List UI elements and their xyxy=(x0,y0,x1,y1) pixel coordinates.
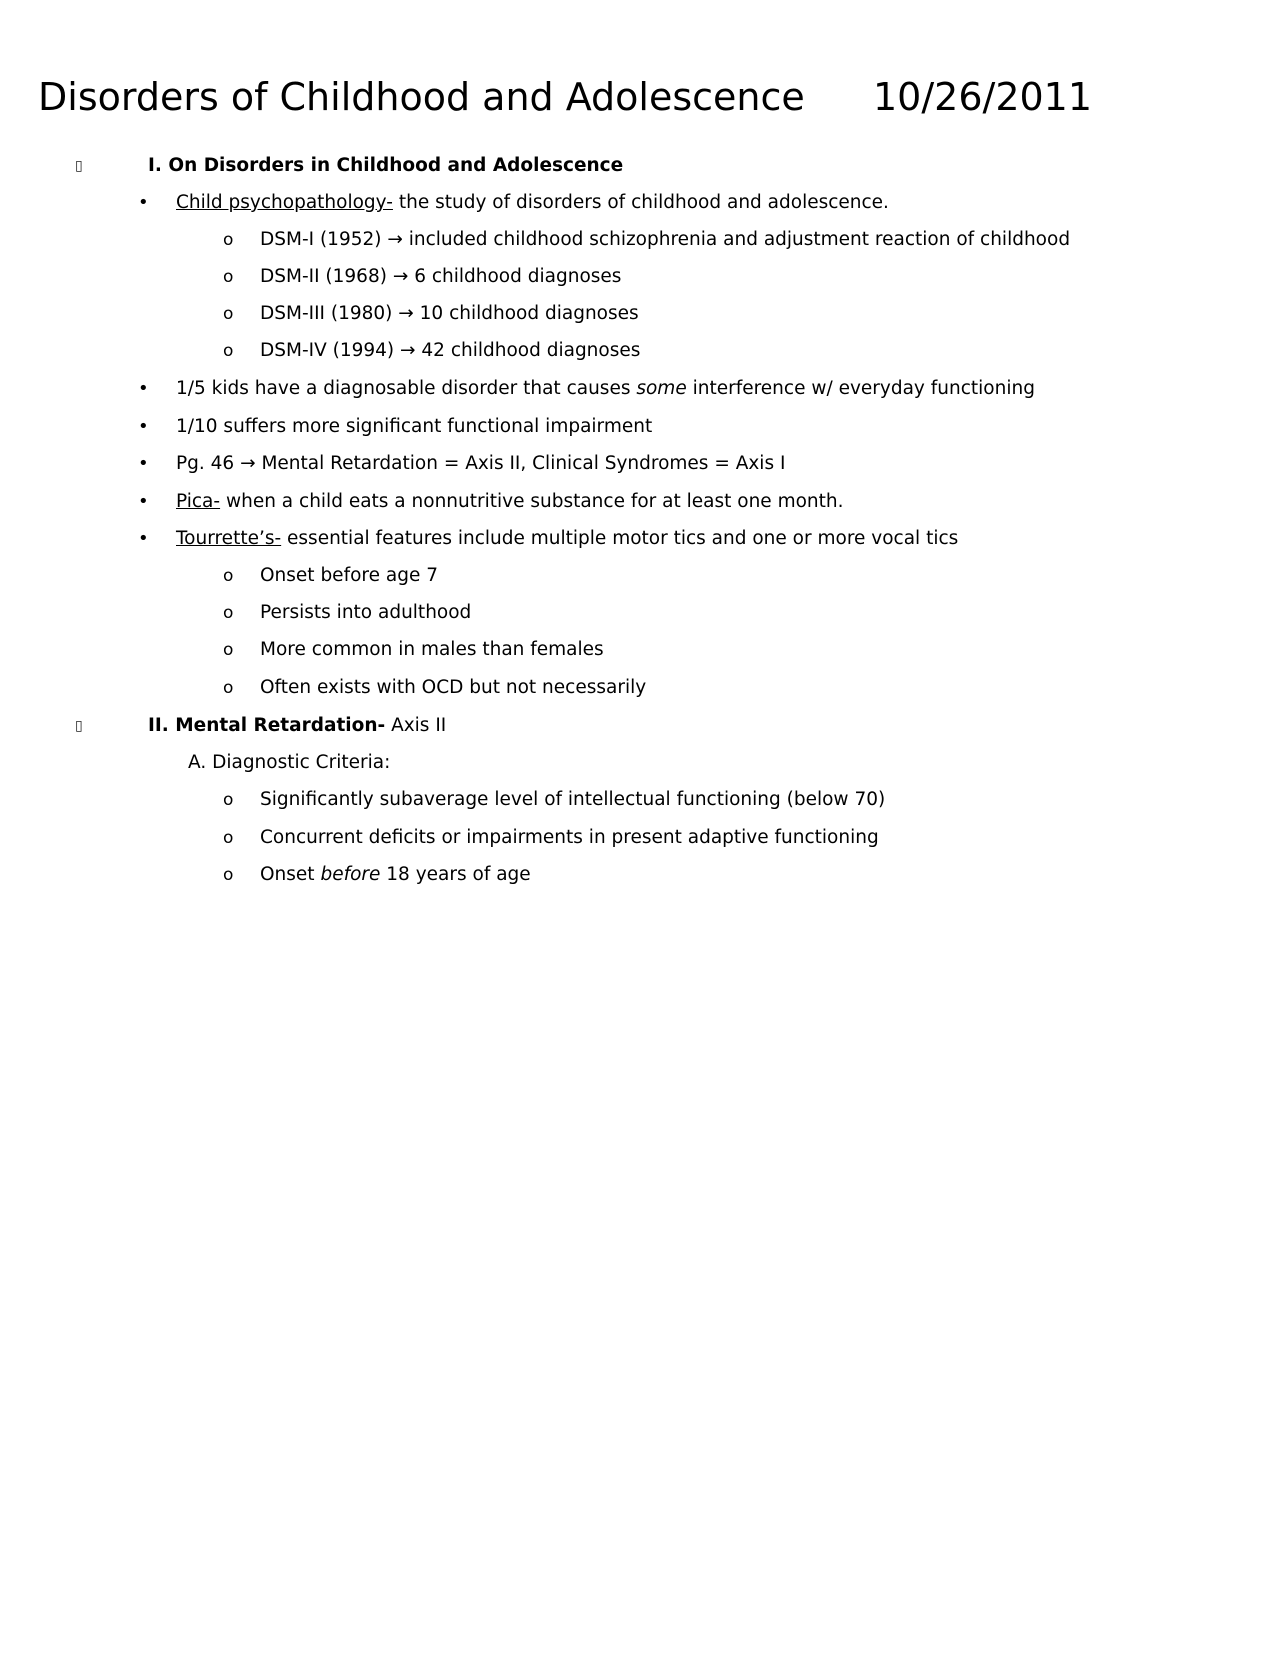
document-date: 10/26/2011 xyxy=(873,75,1093,119)
onset-text-after: 18 years of age xyxy=(380,864,531,885)
sub-bullet-tourette-4: o xyxy=(223,678,234,698)
sub-bullet-tourette-2: o xyxy=(223,603,234,623)
term-child-psychopathology: Child psychopathology- xyxy=(176,192,393,213)
sub-bullet-criteria-1: o xyxy=(223,790,234,810)
sub-bullet-dsm-1: o xyxy=(223,230,234,250)
item-functional-impairment: 1/10 suffers more significant functional impairment xyxy=(176,416,653,437)
def-pica: when a child eats a nonnutritive substance for at least one month. xyxy=(220,491,844,512)
item-tourette-ocd: Often exists with OCD but not necessarily xyxy=(260,677,647,698)
sub-bullet-dsm-2: o xyxy=(223,267,234,287)
kids-text-emphasis: some xyxy=(636,378,687,399)
bullet-tenth: • xyxy=(138,416,149,437)
item-tourette xyxy=(176,526,958,552)
sub-bullet-tourette-3: o xyxy=(223,640,234,660)
diagnostic-criteria-subheading: A. Diagnostic Criteria: xyxy=(188,752,391,773)
item-dsm-4: DSM-IV (1994) → 42 childhood diagnoses xyxy=(260,340,641,361)
sub-bullet-dsm-3: o xyxy=(223,304,234,324)
bullet-pica: • xyxy=(138,491,149,512)
bullet-child-psych: • xyxy=(138,192,149,213)
section-1-marker: ▯ xyxy=(75,158,83,174)
item-criteria-onset xyxy=(260,862,531,888)
section-2-marker: ▯ xyxy=(75,718,83,734)
item-child-psychopathology xyxy=(176,190,889,216)
term-tourette: Tourrette’s- xyxy=(176,528,282,549)
item-kids-prevalence xyxy=(176,376,1035,402)
kids-text-after: interference w/ everyday functioning xyxy=(686,378,1035,399)
item-tourette-persists: Persists into adulthood xyxy=(260,602,472,623)
item-criteria-intellectual: Significantly subaverage level of intellectual functioning (below 70) xyxy=(260,789,886,810)
sub-bullet-criteria-2: o xyxy=(223,828,234,848)
bullet-tourette: • xyxy=(138,528,149,549)
sub-bullet-tourette-1: o xyxy=(223,566,234,586)
kids-text-before: 1/5 kids have a diagnosable disorder that causes xyxy=(176,378,637,399)
bullet-pg46: • xyxy=(138,453,149,474)
title-row xyxy=(38,72,1093,122)
def-tourette: essential features include multiple motor tics and one or more vocal tics xyxy=(281,528,959,549)
section-2-heading-rest: Axis II xyxy=(385,715,447,736)
term-pica: Pica- xyxy=(176,491,221,512)
item-dsm-3: DSM-III (1980) → 10 childhood diagnoses xyxy=(260,303,639,324)
onset-text-emphasis: before xyxy=(320,864,381,885)
section-2-heading-bold: II. Mental Retardation- xyxy=(148,715,386,736)
sub-bullet-dsm-4: o xyxy=(223,341,234,361)
onset-text-before: Onset xyxy=(260,864,321,885)
sub-bullet-criteria-3: o xyxy=(223,865,234,885)
item-pica xyxy=(176,489,844,515)
item-pg46-axis: Pg. 46 → Mental Retardation = Axis II, Clinical Syndromes = Axis I xyxy=(176,453,786,474)
item-criteria-adaptive: Concurrent deficits or impairments in present adaptive functioning xyxy=(260,827,879,848)
bullet-kids: • xyxy=(138,378,149,399)
section-2-heading xyxy=(148,713,446,739)
section-1-heading: I. On Disorders in Childhood and Adolescence xyxy=(148,155,624,176)
item-tourette-males: More common in males than females xyxy=(260,639,604,660)
item-tourette-onset: Onset before age 7 xyxy=(260,565,438,586)
item-dsm-2: DSM-II (1968) → 6 childhood diagnoses xyxy=(260,266,622,287)
item-dsm-1: DSM-I (1952) → included childhood schizophrenia and adjustment reaction of childhood xyxy=(260,229,1071,250)
document-title: Disorders of Childhood and Adolescence xyxy=(38,75,805,119)
def-child-psychopathology: the study of disorders of childhood and adolescence. xyxy=(392,192,889,213)
